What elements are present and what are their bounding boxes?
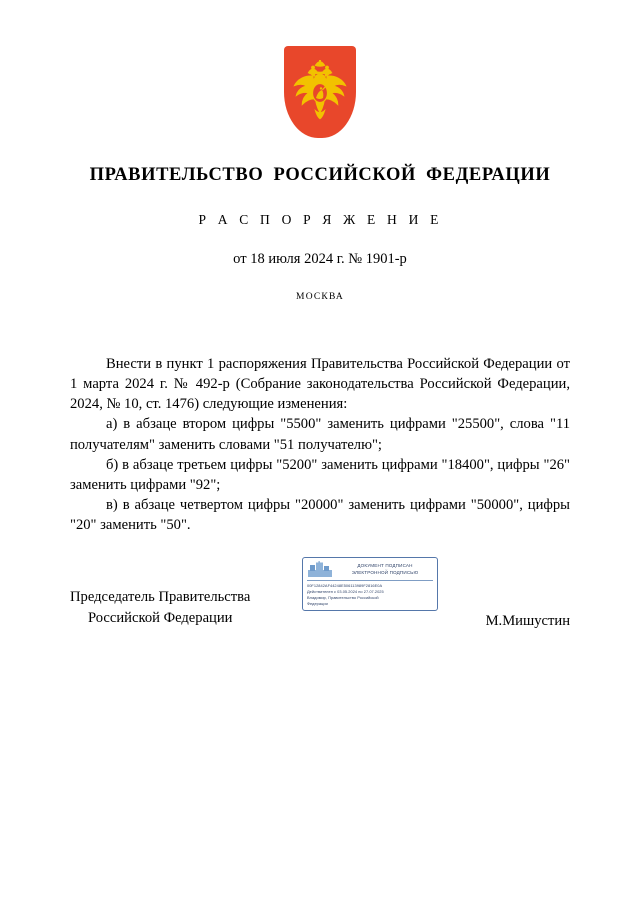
stamp-heading-line1: ДОКУМЕНТ ПОДПИСАН (357, 563, 413, 569)
stamp-owner-line2: Федерации (307, 600, 328, 606)
body-paragraph-1: Внести в пункт 1 распоряжения Правительства Российской Федерации от 1 марта 2024 г. № 492-р (Собрание законодательства Российской Федерации, 2024, № 10, ст. 1476) следующие изменения: (70, 356, 570, 413)
stamp-heading-line2: ЭЛЕКТРОННОЙ ПОДПИСЬЮ (351, 569, 419, 575)
signatory-title-line2: Российской Федерации (88, 609, 233, 626)
stamp-details (307, 583, 433, 606)
certificate-icon (307, 561, 333, 578)
stamp-divider (307, 580, 433, 581)
stamp-owner-line1: Владимир, Правительство Российской (307, 594, 379, 600)
stamp-validity: Действителен с 03.05.2024 по 27.07.2025 (307, 588, 384, 594)
signatory-title-line1: Председатель Правительства (70, 589, 251, 606)
stamp-header (307, 561, 433, 578)
stamp-certificate-id: 00F12842AF44248E506113989F2816E0A (307, 583, 383, 589)
document-body (70, 354, 570, 535)
document-city: МОСКВА (296, 292, 344, 302)
body-paragraph-4: в) в абзаце четвертом цифры "20000" заменить цифрами "50000", цифры "20" заменить "50". (70, 496, 570, 533)
emblem-container (70, 0, 570, 138)
document-type: Р А С П О Р Я Ж Е Н И Е (198, 212, 442, 227)
russian-coat-of-arms-icon (284, 46, 356, 138)
emblem-eagle (284, 46, 356, 138)
signatory-name: М.Мишустин (485, 613, 570, 630)
government-title: ПРАВИТЕЛЬСТВО РОССИЙСКОЙ ФЕДЕРАЦИИ (89, 165, 551, 185)
signature-block (70, 563, 570, 630)
digital-signature-stamp (302, 557, 438, 611)
stamp-heading (337, 563, 433, 575)
document-date-number: от 18 июля 2024 г. № 1901-р (233, 251, 407, 267)
body-paragraph-3: б) в абзаце третьем цифры "5200" заменить цифрами "18400", цифры "26" заменить цифрами "92"; (70, 456, 570, 493)
body-paragraph-2: а) в абзаце втором цифры "5500" заменить цифрами "25500", слова "11 получателям" заменить словами "51 получателю"; (70, 416, 570, 453)
signatory-title (70, 587, 280, 628)
